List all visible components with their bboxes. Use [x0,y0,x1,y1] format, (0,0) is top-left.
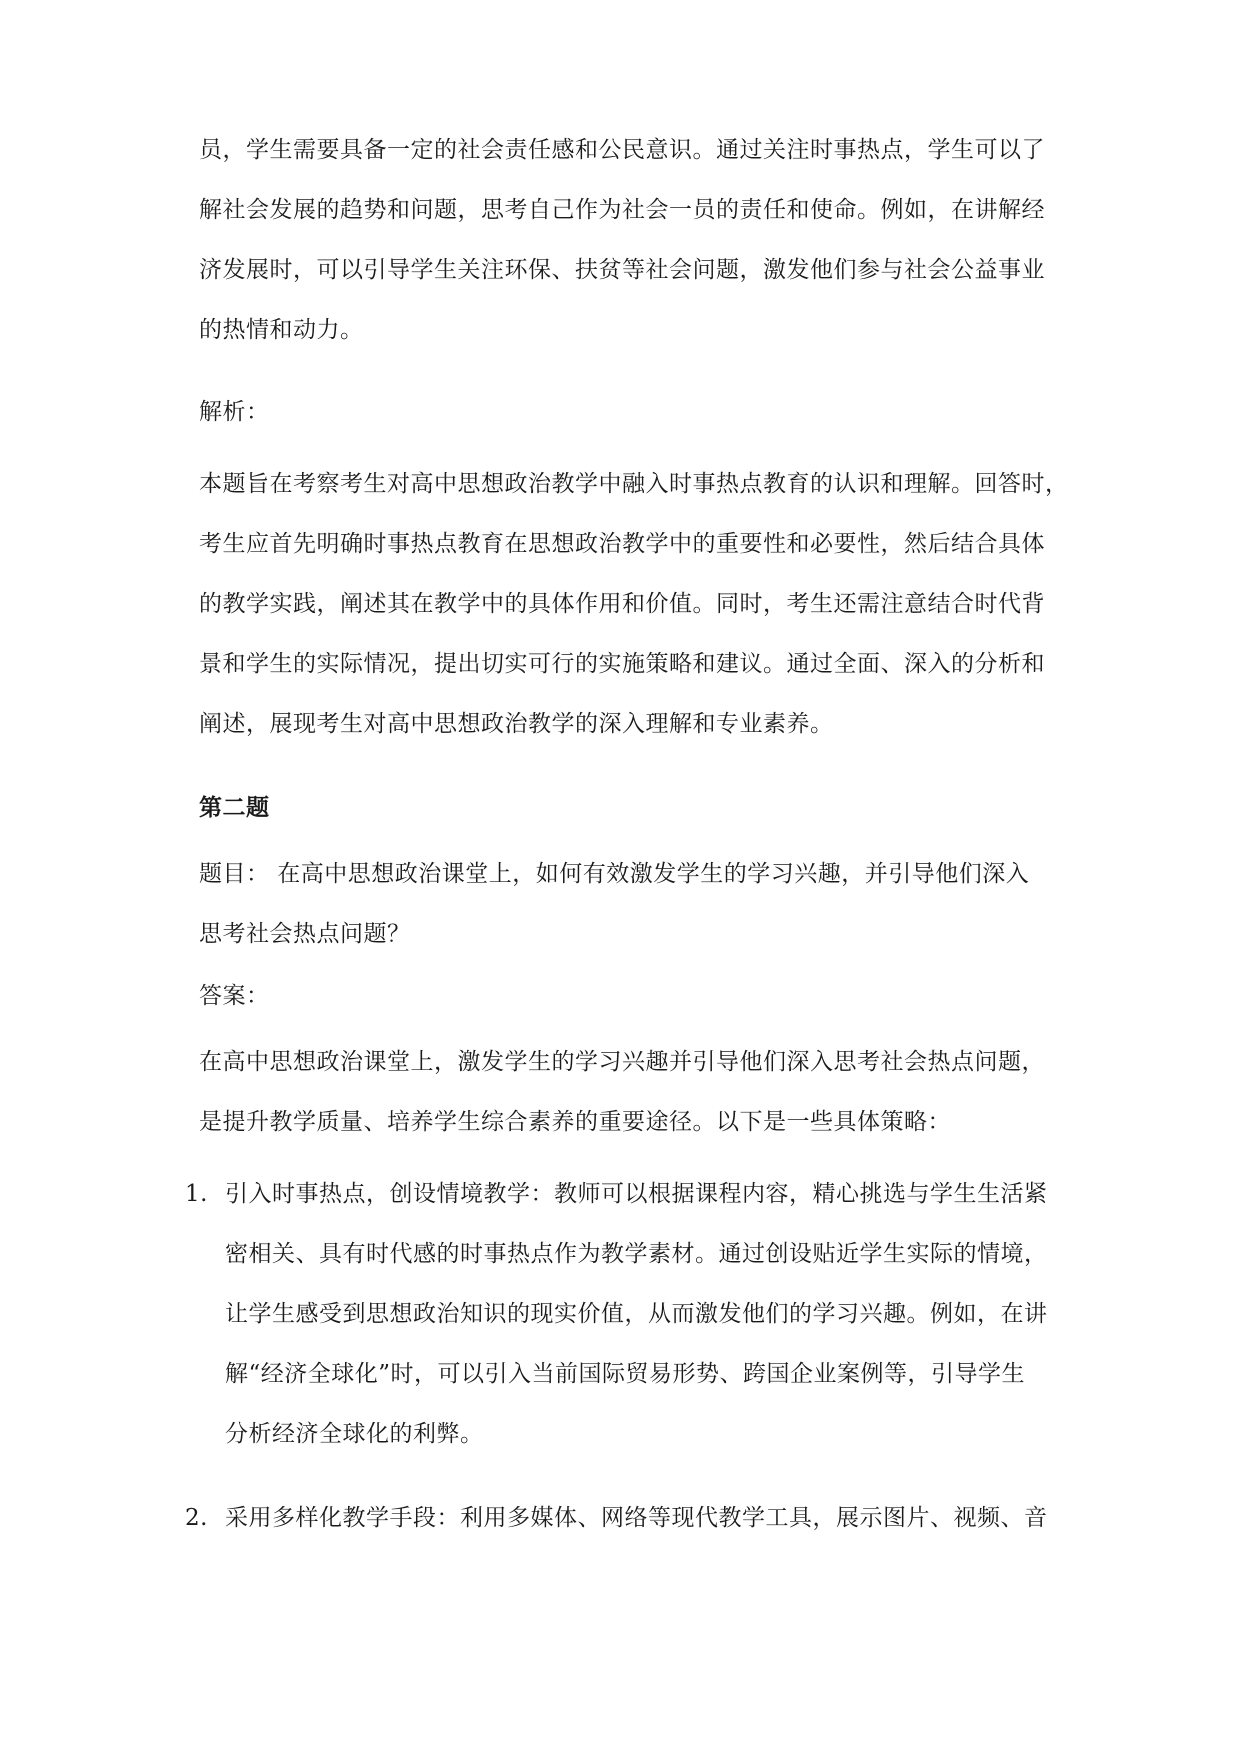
paragraph-line: 在高中思想政治课堂上，激发学生的学习兴趣并引导他们深入思考社会热点问题， [199,1049,1045,1075]
paragraph-line: 让学生感受到思想政治知识的现实价值，从而激发他们的学习兴趣。例如，在讲 [225,1301,1048,1327]
list-item [185,1488,1085,1548]
paragraph-line: 景和学生的实际情况，提出切实可行的实施策略和建议。通过全面、深入的分析和 [199,651,1045,677]
paragraph-line: 是提升教学质量、培养学生综合素养的重要途径。以下是一些具体策略： [199,1109,951,1135]
paragraph-line: 济发展时，可以引导学生关注环保、扶贫等社会问题，激发他们参与社会公益事业 [199,257,1045,283]
paragraph-line: 解社会发展的趋势和问题，思考自己作为社会一员的责任和使命。例如，在讲解经 [199,197,1045,223]
list-item-body [225,1488,1048,1548]
analysis-paragraph [199,454,1079,754]
paragraph-line: 思考社会热点问题？ [199,921,411,947]
paragraph-line: 题目： 在高中思想政治课堂上，如何有效激发学生的学习兴趣，并引导他们深入 [199,861,1030,887]
paragraph-line: 分析经济全球化的利弊。 [225,1421,484,1447]
paragraph-line: 考生应首先明确时事热点教育在思想政治教学中的重要性和必要性，然后结合具体 [199,531,1045,557]
paragraph-line: 的热情和动力。 [199,317,364,343]
answer-intro [199,1032,1079,1152]
section-heading: 第二题 [199,794,270,821]
paragraph-line: 采用多样化教学手段：利用多媒体、网络等现代教学工具，展示图片、视频、音 [225,1505,1048,1531]
paragraph-line: 本题旨在考察考生对高中思想政治教学中融入时事热点教育的认识和理解。回答时， [199,471,1069,497]
paragraph-line: 阐述，展现考生对高中思想政治教学的深入理解和专业素养。 [199,711,834,737]
paragraph-line: 的教学实践，阐述其在教学中的具体作用和价值。同时，考生还需注意结合时代背 [199,591,1045,617]
question-text [199,844,1079,964]
paragraph-line: 员，学生需要具备一定的社会责任感和公民意识。通过关注时事热点，学生可以了 [199,137,1045,163]
list-number: 1. [185,1181,208,1207]
list-item-body [225,1164,1048,1464]
paragraph-line: 密相关、具有时代感的时事热点作为教学素材。通过创设贴近学生实际的情境， [225,1241,1048,1267]
list-item [185,1164,1085,1464]
intro-paragraph [199,120,1079,360]
paragraph-line: 解“经济全球化”时，可以引入当前国际贸易形势、跨国企业案例等，引导学生 [225,1361,1026,1387]
answer-label: 答案： [199,983,270,1009]
paragraph-line: 引入时事热点，创设情境教学：教师可以根据课程内容，精心挑选与学生生活紧 [225,1181,1048,1207]
list-number: 2. [185,1505,208,1531]
analysis-label: 解析： [199,399,270,425]
